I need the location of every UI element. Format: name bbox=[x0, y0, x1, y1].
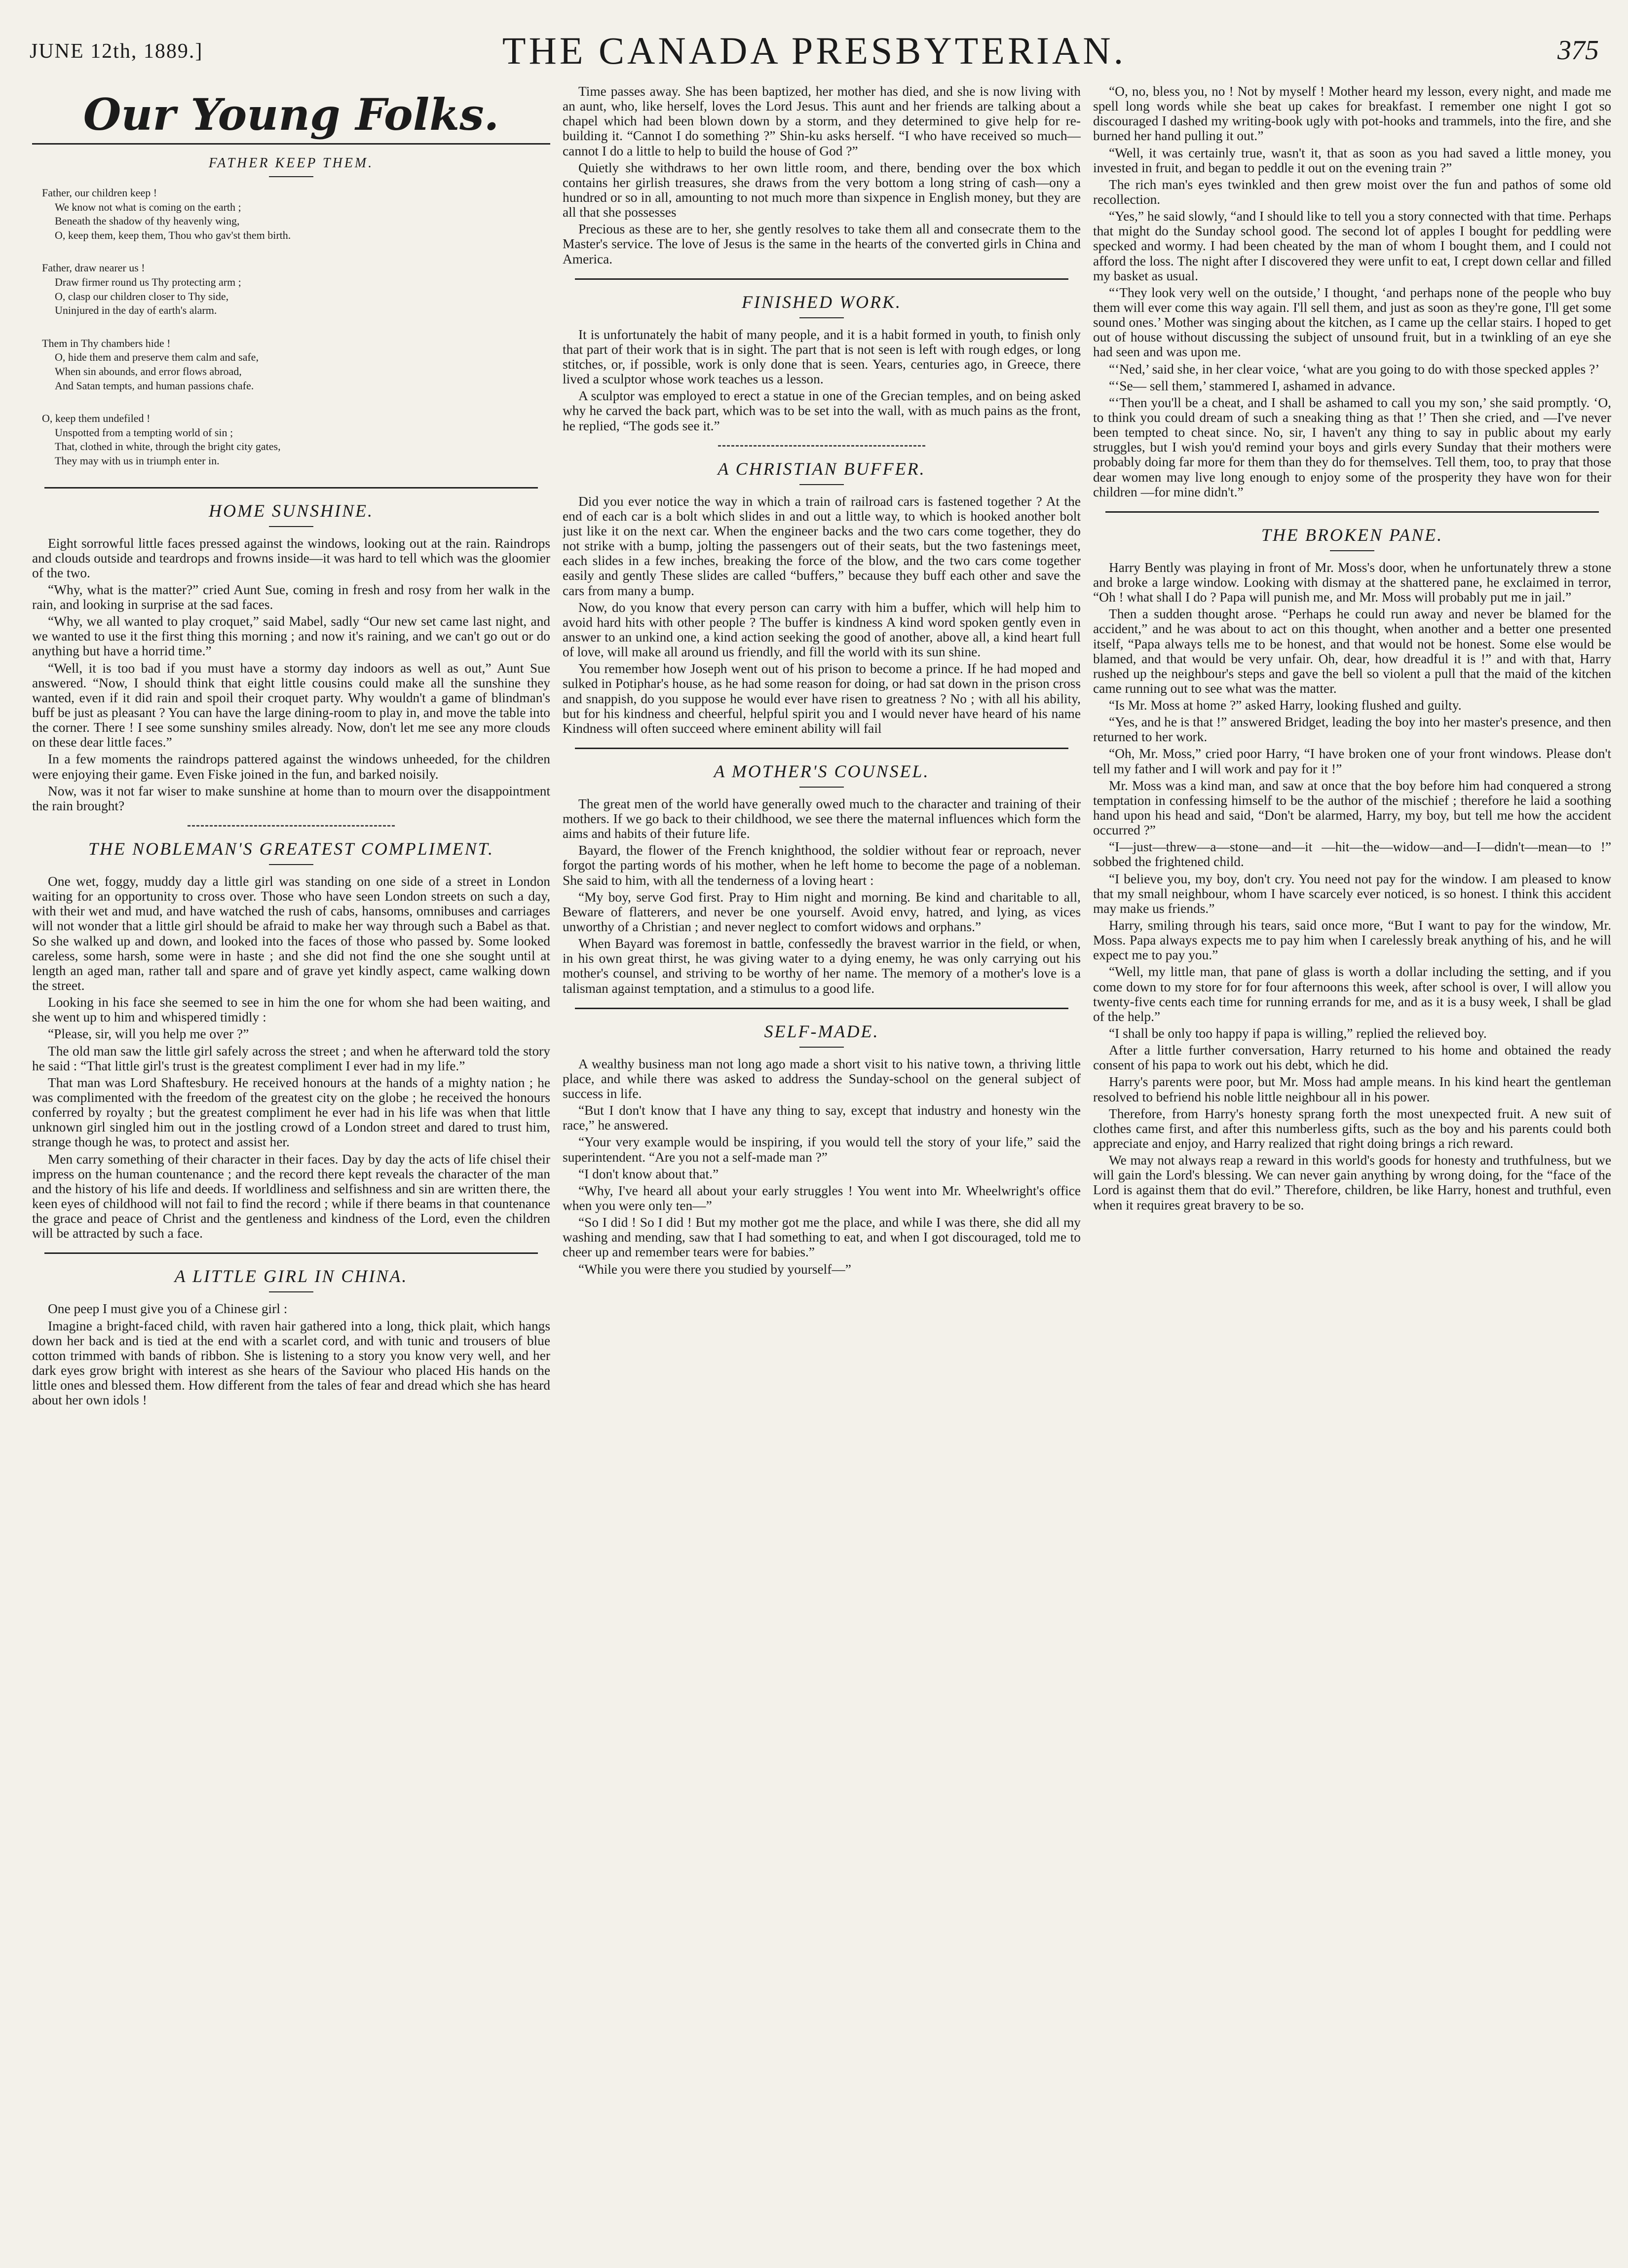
poem-line: O, keep them, keep them, Thou who gav'st them birth. bbox=[55, 228, 291, 241]
separator bbox=[575, 1008, 1068, 1009]
newspaper-title: THE CANADA PRESBYTERIAN. bbox=[502, 29, 1127, 72]
article-self-made bbox=[1093, 84, 1611, 499]
column-1 bbox=[32, 84, 550, 2245]
article-paragraph: We may not always reap a reward in this world's goods for honesty and truthfulness, but we will gain the Lord's blessing. We can never gain anything by wrong doing, for the “face of the Lord is against them that do evil.” Therefore, children, be like Harry, honest and truthful, even when it requires great bravery to be so. bbox=[1093, 1153, 1611, 1212]
article-paragraph: “I believe you, my boy, don't cry. You need not pay for the window. I am pleased to know that my small neighbour, whom I have scarcely ever noticed, is so honest. I think this accident may make us friends.” bbox=[1093, 871, 1611, 916]
article-paragraph: “‘They look very well on the outside,’ I thought, ‘and perhaps none of the people who buy them will ever come this way again. I'll sell them, and just as soon as they're gone, I'll get some sound ones.’ Mother was singing about the kitchen, as I came up the cellar stairs. I hoped to get out of house without discussing the subject of unsound fruit, but in a twinkling of an eye she had seen and was upon me. bbox=[1093, 285, 1611, 360]
poem-line: Uninjured in the day of earth's alarm. bbox=[55, 304, 217, 317]
poem-line: Them in Thy chambers hide ! bbox=[42, 337, 171, 349]
article-paragraph: Then a sudden thought arose. “Perhaps he could run away and never be blamed for the accident,” and he was about to act on this thought, when another and a better one presented itself, “Papa always tells me to be honest, and that would not be honest. Some else would be blamed, and that would be very unfair. Oh, dear, how dreadful it is !” and with that, Harry rushed up the neighbour's steps and gave the bell so violent a pull that the maid of the kitchen came running out to see what was the matter. bbox=[1093, 606, 1611, 696]
column-2 bbox=[563, 84, 1081, 2245]
article-little-girl-china bbox=[563, 84, 1081, 266]
poem-stanza bbox=[42, 412, 550, 468]
article-paragraph: It is unfortunately the habit of many people, and it is a habit formed in youth, to finish only that part of their work that is in sight. The part that is not seen is left with rough edges, or long stitches, or, if possible, work is only done that is seen. Years, centuries ago, in Greece, there lived a sculptor whose work teaches us a lesson. bbox=[563, 327, 1081, 387]
title-underline bbox=[799, 787, 844, 788]
separator bbox=[575, 278, 1068, 280]
section-masthead: Our Young Folks. bbox=[83, 89, 499, 140]
article-mothers-counsel bbox=[563, 761, 1081, 996]
poem-line: And Satan tempts, and human passions chafe. bbox=[55, 379, 254, 392]
article-finished-work bbox=[563, 292, 1081, 433]
article-little-girl-china bbox=[32, 1266, 550, 1407]
separator bbox=[44, 487, 538, 489]
article-paragraph: Time passes away. She has been baptized, her mother has died, and she is now living with an aunt, who, like herself, loves the Lord Jesus. This aunt and her friends are talking about a chapel which had been blown down by a storm, and they determined to give help for re-building it. “Cannot I do something ?” Shin-ku asks herself. “I who have received so much—cannot I do a little to help to build the house of God ?” bbox=[563, 84, 1081, 158]
article-title: SELF-MADE. bbox=[764, 1021, 879, 1041]
article-paragraph: “Why, we all wanted to play croquet,” said Mabel, sadly “Our new set came last night, and we wanted to use it the first thing this morning ; and now it's raining, and we can't go out or do anything but have a horrid time.” bbox=[32, 614, 550, 659]
article-title: HOME SUNSHINE. bbox=[209, 500, 374, 521]
article-paragraph: Now, do you know that every person can carry with him a buffer, which will help him to avoid hard hits with other people ? The buffer is kindness A kind word spoken gently even in answer to an unkind one, a kind action seeking the good of another, above all, a kind heart full of love, will make all around us friendly, and fill the world with its sun shine. bbox=[563, 600, 1081, 660]
poem-line: Beneath the shadow of thy heavenly wing, bbox=[55, 215, 240, 227]
article-paragraph: The rich man's eyes twinkled and then grew moist over the fun and pathos of some old recollection. bbox=[1093, 177, 1611, 207]
separator bbox=[575, 748, 1068, 749]
title-underline bbox=[1330, 550, 1374, 551]
masthead-rule bbox=[32, 143, 550, 145]
article-paragraph: One wet, foggy, muddy day a little girl was standing on one side of a street in London waiting for an opportunity to cross over. Those who have seen London streets on such a day, with their wet and mud, and have watched the rush of cabs, hansoms, omnibuses and carriages will not wonder that a little girl should be afraid to make her way through such a Babel as that. So she walked up and down, and looked into the faces of those who passed by. Some looked careless, some harsh, some were in haste ; and she did not find the one she sought until at length an aged man, rather tall and spare and of grave yet kindly aspect, came walking down the street. bbox=[32, 874, 550, 993]
article-paragraph: “‘Se— sell them,’ stammered I, ashamed in advance. bbox=[1109, 378, 1396, 393]
title-underline bbox=[799, 1047, 844, 1048]
article-paragraph: “Yes,” he said slowly, “and I should like to tell you a story connected with that time. Perhaps that might do the Sunday school good. The second lot of apples I bought for peddling were specked and wormy. I had been cheated by the man of whom I bought them, and I could not afford the loss. The night after I discovered they were unfit to eat, I crept down cellar and filled my basket as usual. bbox=[1093, 209, 1611, 283]
article-title: THE NOBLEMAN'S GREATEST COMPLIMENT. bbox=[88, 839, 494, 859]
article-paragraph: “I shall be only too happy if papa is willing,” replied the relieved boy. bbox=[1109, 1026, 1487, 1041]
article-paragraph: One peep I must give you of a Chinese girl : bbox=[48, 1301, 288, 1317]
article-paragraph: Mr. Moss was a kind man, and saw at once that the boy before him had conquered a strong temptation in confessing himself to be the author of the mischief ; therefore he laid a soothing hand upon his head and said, “Don't be alarmed, Harry, my boy, but tell me how the accident occurred ?” bbox=[1093, 778, 1611, 838]
separator bbox=[44, 1252, 538, 1254]
article-paragraph: Imagine a bright-faced child, with raven hair gathered into a long, thick plait, which hangs down her back and is tied at the end with a scarlet cord, and with tunic and trousers of blue cotton trimmed with bands of ribbon. She is listening to a story you know very well, and her dark eyes grow bright with interest as she hears of the Saviour who placed His hands on the little ones and blessed them. How different from the tales of fear and dread which she has heard about her own idols ! bbox=[32, 1318, 550, 1408]
poem-body bbox=[42, 186, 550, 468]
column-3 bbox=[1093, 84, 1611, 2245]
title-underline bbox=[799, 317, 844, 318]
page-header bbox=[30, 20, 1599, 79]
article-christian-buffer bbox=[563, 458, 1081, 736]
article-title: FINISHED WORK. bbox=[742, 292, 902, 312]
article-broken-pane bbox=[1093, 525, 1611, 1212]
article-paragraph: “I—just—threw—a—stone—and—it —hit—the—widow—and—I—didn't—mean—to !” sobbed the frightened child. bbox=[1093, 839, 1611, 869]
title-underline bbox=[269, 526, 313, 527]
article-paragraph: “Yes, and he is that !” answered Bridget, leading the boy into her master's presence, and then returned to her work. bbox=[1093, 715, 1611, 745]
issue-date: JUNE 12th, 1889.] bbox=[30, 40, 203, 63]
article-paragraph: “My boy, serve God first. Pray to Him night and morning. Be kind and charitable to all, Beware of flatterers, and never be one yourself. Avoid envy, hatred, and lying, as vices unworthy of a Christian ; and never neglect to comfort widows and orphans.” bbox=[563, 889, 1081, 935]
poem-line: O, clasp our children closer to Thy side, bbox=[55, 290, 229, 302]
article-paragraph: “Please, sir, will you help me over ?” bbox=[48, 1026, 249, 1042]
poem-line: O, hide them and preserve them calm and safe, bbox=[55, 351, 259, 364]
poem-line: That, clothed in white, through the bright city gates, bbox=[55, 440, 281, 453]
article-paragraph: Harry's parents were poor, but Mr. Moss had ample means. In his kind heart the gentleman resolved to befriend his noble little neighbour all in his power. bbox=[1093, 1074, 1611, 1104]
title-underline bbox=[269, 176, 313, 177]
article-paragraph: “Well, it is too bad if you must have a stormy day indoors as well as out,” Aunt Sue answered. “Now, I should think that eight little cousins could make all the sunshine they wanted, even if it did rain and spoil their croquet party. Why wouldn't a game of blindman's buff be just as pleasant ? You can have the large dining-room to play in, and move the table into the corner. There ! I see some sunshiny smiles already. Now, don't let me see any more clouds on these dear little faces.” bbox=[32, 660, 550, 750]
article-paragraph: That man was Lord Shaftesbury. He received honours at the hands of a mighty nation ; he was complimented with the freedom of the greatest city on the globe ; he received the honours conferred by royalty ; but the greatest compliment he ever had in his life was when that little unknown girl singled him out in the jostling crowd of a London street and dared to trust him, strange though he was, to protect and assist her. bbox=[32, 1075, 550, 1150]
article-paragraph: Bayard, the flower of the French knighthood, the soldier without fear or reproach, never forgot the parting words of his mother, when he left home to become the page of a nobleman. She said to him, with all the tenderness of a loving heart : bbox=[563, 843, 1081, 888]
article-paragraph: “So I did ! So I did ! But my mother got me the place, and while I was there, she did all my washing and mending, saw that I had something to eat, and when I got discouraged, told me to cheer up and remember tears were for babies.” bbox=[563, 1215, 1081, 1260]
article-paragraph: You remember how Joseph went out of his prison to become a prince. If he had moped and sulked in Potiphar's house, as he had some reason for doing, or had sat down in the prison cross and snappish, do you suppose he would ever have risen to greatness ? No ; with all his ability, but for his kindness and cheerful, helpful spirit you and I would never have heard of his name Kindness will often succeed where eminent ability will fail bbox=[563, 661, 1081, 736]
separator bbox=[718, 445, 925, 447]
article-paragraph: “Why, I've heard all about your early struggles ! You went into Mr. Wheelwright's office when you were only ten—” bbox=[563, 1183, 1081, 1213]
article-title: THE BROKEN PANE. bbox=[1261, 525, 1443, 545]
article-paragraph: Did you ever notice the way in which a train of railroad cars is fastened together ? At the end of each car is a bolt which slides in and out a little way, to which is hooked another bolt just like it on the next car. When the engineer backs and the two cars come together, they do not strike with a bump, jolting the passengers out of their seats, but the two fastenings meet, each slides in a few inches, breaking the force of the blow, and the two cars come together easily and gently These slides are called “buffers,” because they buff each other and save the cars from many a bump. bbox=[563, 493, 1081, 598]
article-paragraph: “Well, my little man, that pane of glass is worth a dollar including the setting, and if you come down to my store for for four afternoons this week, after school is over, I will allow you twenty-five cents each time for running errands for me, and as it is a busy week, I shall be glad of the help.” bbox=[1093, 964, 1611, 1024]
article-paragraph: “I don't know about that.” bbox=[578, 1166, 719, 1181]
article-paragraph: “Is Mr. Moss at home ?” asked Harry, looking flushed and guilty. bbox=[1109, 698, 1462, 713]
article-paragraph: “While you were there you studied by yourself—” bbox=[578, 1261, 851, 1277]
poem-stanza bbox=[42, 186, 550, 242]
poem-line: They may with us in triumph enter in. bbox=[55, 454, 220, 467]
article-paragraph: Harry, smiling through his tears, said once more, “But I want to pay for the window, Mr. Moss. Papa always expects me to pay him when I carelessly break anything of his, and he will expect me to pay you.” bbox=[1093, 918, 1611, 963]
poem-line: Draw firmer round us Thy protecting arm ; bbox=[55, 275, 241, 288]
article-paragraph: “Your very example would be inspiring, if you would tell the story of your life,” said the superintendent. “Are you not a self-made man ?” bbox=[563, 1134, 1081, 1165]
poem-line: We know not what is coming on the earth ; bbox=[55, 200, 241, 213]
article-paragraph: “But I don't know that I have any thing to say, except that industry and honesty win the race,” he answered. bbox=[563, 1103, 1081, 1133]
poem-stanza bbox=[42, 261, 550, 317]
page-number: 375 bbox=[1557, 35, 1599, 66]
article-paragraph: “O, no, bless you, no ! Not by myself ! Mother heard my lesson, every night, and made me spell long words while she beat up cakes for breakfast. I remember one night I got so discouraged I dashed my writing-book ugly with pot-hooks and trammels, into the fire, and she burned her hand pulling it out.” bbox=[1093, 84, 1611, 144]
separator bbox=[188, 825, 395, 827]
article-paragraph: After a little further conversation, Harry returned to his home and obtained the ready consent of his papa to work out his debt, which he did. bbox=[1093, 1043, 1611, 1073]
article-paragraph: “‘Ned,’ said she, in her clear voice, ‘what are you going to do with those specked apples ?’ bbox=[1109, 361, 1600, 377]
article-paragraph: “Why, what is the matter?” cried Aunt Sue, coming in fresh and rosy from her walk in the rain, and looking in surprise at the sad faces. bbox=[32, 582, 550, 612]
title-underline bbox=[269, 864, 313, 865]
article-father-keep-them bbox=[32, 155, 550, 468]
article-paragraph: Eight sorrowful little faces pressed against the windows, looking out at the rain. Raindrops and clouds outside and teardrops and frowns inside—it was hard to tell which was the gloomier of the two. bbox=[32, 535, 550, 580]
article-paragraph: “Oh, Mr. Moss,” cried poor Harry, “I have broken one of your front windows. Please don't tell my father and I will work and pay for it !” bbox=[1093, 746, 1611, 776]
article-home-sunshine bbox=[32, 500, 550, 814]
title-underline bbox=[799, 484, 844, 485]
title-underline bbox=[269, 1291, 313, 1292]
article-paragraph: Quietly she withdraws to her own little room, and there, bending over the box which contains her girlish treasures, she draws from the very bottom a long string of cash—ony a hundred or so in all, amounting to not much more than sixpence in English money, but they are all that she possesses bbox=[563, 160, 1081, 220]
article-paragraph: Precious as these are to her, she gently resolves to take them all and consecrate them to the Master's service. The love of Jesus is the same in the hearts of the converted girls in China and America. bbox=[563, 222, 1081, 266]
poem-line: Father, draw nearer us ! bbox=[42, 262, 145, 274]
article-paragraph: A sculptor was employed to erect a statue in one of the Grecian temples, and on being asked why he carved the back part, which was to be set into the wall, with as much pains as the front, he replied, “The gods see it.” bbox=[563, 388, 1081, 433]
article-paragraph: “Well, it was certainly true, wasn't it, that as soon as you had saved a little money, you invested in fruit, and began to peddle it out on the evening train ?” bbox=[1093, 145, 1611, 175]
poem-line: Unspotted from a tempting world of sin ; bbox=[55, 426, 233, 439]
article-paragraph: Therefore, from Harry's honesty sprang forth the most unexpected fruit. A new suit of clothes came first, and after this numberless gifts, such as the boy and his parents could both appreciate and enjoy, and Harry realized that right doing brings a rich reward. bbox=[1093, 1106, 1611, 1151]
article-noblemans-compliment bbox=[32, 838, 550, 1241]
poem-line: When sin abounds, and error flows abroad, bbox=[55, 365, 242, 378]
article-paragraph: Harry Bently was playing in front of Mr. Moss's door, when he unfortunately threw a stone and broke a large window. Looking with dismay at the shattered pane, he exclaimed in terror, “Oh ! what shall I do ? Papa will punish me, and Mr. Moss will probably put me in jail.” bbox=[1093, 560, 1611, 605]
poem-line: Father, our children keep ! bbox=[42, 187, 157, 199]
article-paragraph: When Bayard was foremost in battle, confessedly the bravest warrior in the field, or when, in his own great thirst, he was giving water to a dying enemy, he was only carrying out his mother's counsel, and striving to be worthy of her name. The memory of a mother's love is a talisman against temptation, and a stimulus to a good life. bbox=[563, 936, 1081, 996]
article-paragraph: The great men of the world have generally owed much to the character and training of their mothers. If we go back to their childhood, we see there the maternal influences which form the aims and habits of their future life. bbox=[563, 796, 1081, 841]
article-paragraph: Now, was it not far wiser to make sunshine at home than to mourn over the disappointment the rain brought? bbox=[32, 783, 550, 813]
poem-line: O, keep them undefiled ! bbox=[42, 412, 151, 425]
article-title: A LITTLE GIRL IN CHINA. bbox=[174, 1266, 408, 1286]
article-title: A CHRISTIAN BUFFER. bbox=[718, 458, 926, 479]
poem-stanza bbox=[42, 337, 550, 393]
article-title: A MOTHER'S COUNSEL. bbox=[714, 761, 930, 781]
article-paragraph: “‘Then you'll be a cheat, and I shall be ashamed to call you my son,’ she said promptly. ‘O, to think you could dream of such a sneaking thing as that !’ Then she cried, and —I've never been tempted to cheat since. No, sir, I haven't any thing to say in public about my early struggles, but I wish you'd remind your boys and girls every Sunday that their mothers were probably doing far more for them than they do for themselves. Tell them, too, to pray that those dear women may live long enough to enjoy some of the prosperity they have won for their children —for mine didn't.” bbox=[1093, 395, 1611, 499]
article-title: FATHER KEEP THEM. bbox=[208, 155, 374, 171]
article-paragraph: In a few moments the raindrops pattered against the windows unheeded, for the children were enjoying their game. Even Fiske joined in the fun, and barked noisily. bbox=[32, 752, 550, 782]
article-paragraph: A wealthy business man not long ago made a short visit to his native town, a thriving little place, and while there was asked to address the Sunday-school on the general subject of success in life. bbox=[563, 1056, 1081, 1101]
article-paragraph: Looking in his face she seemed to see in him the one for whom she had been waiting, and she went up to him and whispered timidly : bbox=[32, 995, 550, 1025]
article-self-made bbox=[563, 1021, 1081, 1277]
article-paragraph: Men carry something of their character in their faces. Day by day the acts of life chisel their impress on the human countenance ; and the record there kept reveals the character of the man and the history of his life and deeds. If worldliness and selfishness and sin are written there, the keen eyes of childhood will not fail to find the record ; while if there beams in that countenance the grace and peace of Christ and the gentleness and kindness of the Lord, even the children will be attracted by such a face. bbox=[32, 1151, 550, 1241]
separator bbox=[1105, 511, 1599, 513]
article-paragraph: The old man saw the little girl safely across the street ; and when he afterward told the story he said : “That little girl's trust is the greatest compliment I ever had in my life.” bbox=[32, 1043, 550, 1073]
